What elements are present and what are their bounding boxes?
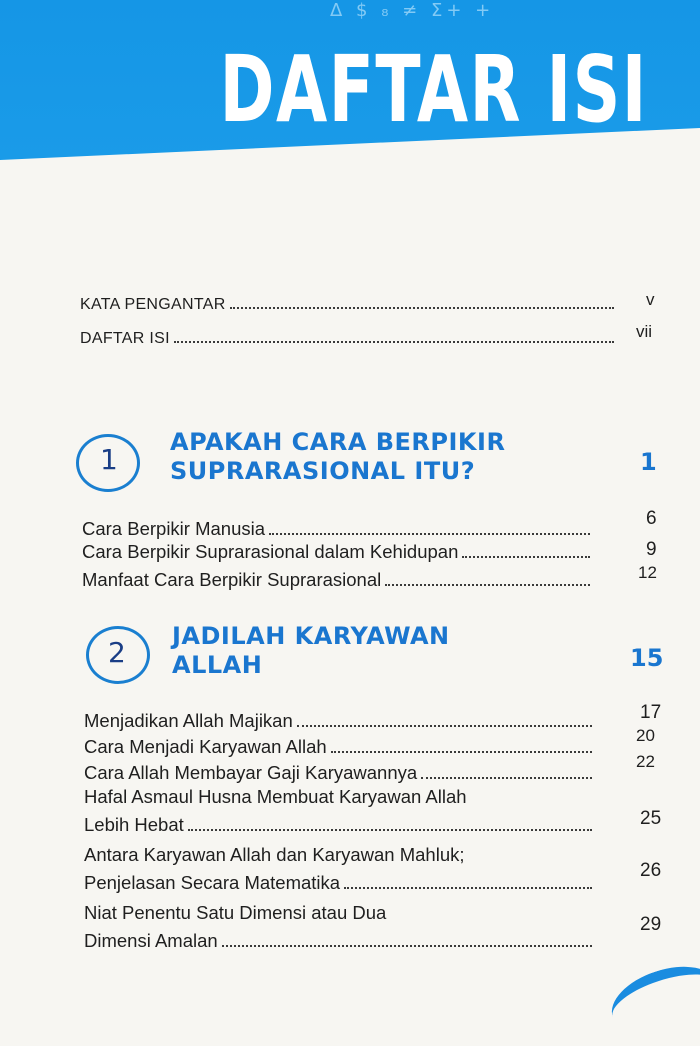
dot-leader [174, 341, 614, 343]
toc-entry-page: 9 [646, 539, 657, 560]
dot-leader [188, 829, 592, 831]
corner-swoosh-decoration [603, 954, 700, 1045]
toc-entry[interactable] [84, 710, 598, 732]
dot-leader [297, 725, 592, 727]
toc-entry-line1: Niat Penentu Satu Dimensi atau Dua [84, 902, 387, 923]
math-symbols-decoration: Δ $ ₈ ≠ Σ+ + [330, 0, 495, 21]
dot-leader [344, 887, 592, 889]
toc-entry-label: Menjadikan Allah Majikan [84, 710, 293, 731]
toc-entry-label: Cara Berpikir Manusia [82, 518, 266, 539]
toc-entry-page: 17 [640, 702, 662, 723]
toc-entry-page: vii [636, 322, 653, 341]
toc-entry[interactable] [84, 930, 598, 952]
toc-entry[interactable] [82, 569, 596, 591]
toc-entry-label: Penjelasan Secara Matematika [84, 872, 341, 893]
toc-entry-label: DAFTAR ISI [80, 330, 170, 347]
dot-leader [385, 584, 590, 586]
page-title: DAFTAR ISI [219, 36, 648, 143]
toc-entry-page: 25 [640, 808, 662, 829]
toc-entry-page: v [646, 290, 655, 309]
chapter-page: 1 [640, 448, 657, 476]
chapter-title[interactable]: JADILAH KARYAWAN ALLAH [172, 622, 450, 679]
toc-entry-page: 12 [638, 563, 657, 582]
chapter-number: 2 [108, 636, 126, 669]
toc-entry-label: KATA PENGANTAR [80, 296, 226, 313]
toc-entry-daftar-isi[interactable] [80, 330, 620, 348]
toc-entry-page: 6 [646, 508, 657, 529]
toc-entry[interactable] [84, 814, 598, 836]
toc-entry-line1: Antara Karyawan Allah dan Karyawan Mahluk; [84, 844, 465, 865]
toc-entry-kata-pengantar[interactable] [80, 296, 620, 314]
toc-entry-page: 29 [640, 914, 662, 935]
chapter-number: 1 [100, 443, 118, 476]
toc-entry-label: Cara Allah Membayar Gaji Karyawannya [84, 762, 418, 783]
chapter-page: 15 [630, 644, 664, 672]
toc-entry[interactable] [82, 518, 596, 540]
toc-entry-label: Cara Berpikir Suprarasional dalam Kehidupan [82, 541, 459, 562]
toc-entry-page: 26 [640, 860, 662, 881]
toc-entry[interactable] [84, 762, 598, 784]
toc-entry-label: Lebih Hebat [84, 814, 184, 835]
toc-entry[interactable] [82, 541, 596, 563]
dot-leader [230, 307, 614, 309]
dot-leader [331, 751, 592, 753]
toc-entry-label: Manfaat Cara Berpikir Suprarasional [82, 569, 382, 590]
dot-leader [269, 533, 590, 535]
toc-entry[interactable] [84, 872, 598, 894]
chapter-title[interactable]: APAKAH CARA BERPIKIR SUPRARASIONAL ITU? [170, 428, 506, 485]
toc-entry-line1: Hafal Asmaul Husna Membuat Karyawan Allah [84, 786, 467, 807]
toc-entry-page: 22 [636, 752, 655, 771]
toc-entry-label: Dimensi Amalan [84, 930, 218, 951]
toc-entry[interactable] [84, 736, 598, 758]
toc-entry-page: 20 [636, 726, 655, 745]
toc-entry-label: Cara Menjadi Karyawan Allah [84, 736, 327, 757]
dot-leader [462, 556, 590, 558]
dot-leader [421, 777, 592, 779]
dot-leader [222, 945, 592, 947]
